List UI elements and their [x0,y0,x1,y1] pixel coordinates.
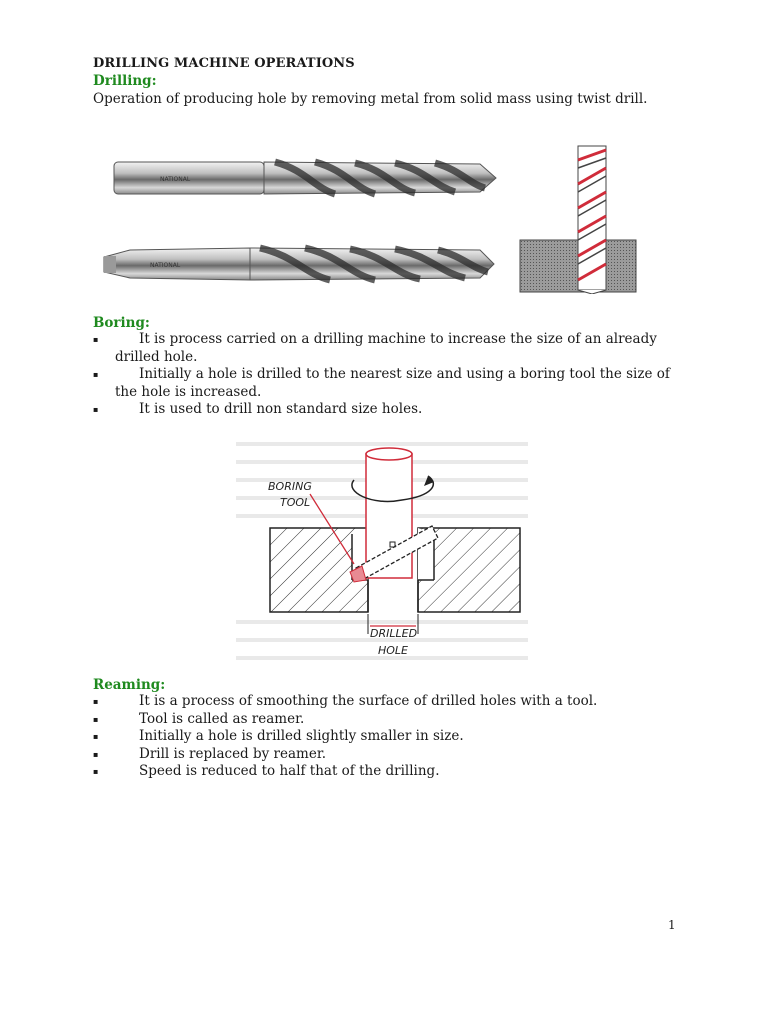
list-item: ▪ Tool is called as reamer. [93,710,305,727]
drill-brand-label-2: NATIONAL [150,262,181,269]
list-item: ▪ Drill is replaced by reamer. [93,745,327,762]
boring-diagram [232,430,532,670]
straight-shank-drill [114,162,496,194]
bullet-icon: ▪ [93,405,99,414]
drilling-description: Operation of producing hole by removing metal from solid mass using twist drill. [93,91,648,107]
document-title: DRILLING MACHINE OPERATIONS [93,56,355,71]
list-item: ▪ It is a process of smoothing the surface of drilled holes with a tool. [93,693,598,709]
bullet-icon: ▪ [93,749,99,759]
boring-list [93,331,683,419]
list-item: ▪ It is process carried on a drilling machine to increase the size of an already drilled hole. [93,331,657,365]
list-item: ▪ Speed is reduced to half that of the drilling. [93,763,440,779]
list-item: ▪ It is used to drill non standard size holes. [93,401,423,417]
drill-brand-label-1: NATIONAL [160,176,191,183]
bullet-icon: ▪ [93,697,99,706]
bullet-icon: ▪ [93,732,99,741]
drilling-heading: Drilling: [93,73,157,89]
bullet-icon: ▪ [93,335,99,344]
drilling-diagram [518,142,638,294]
reaming-heading: Reaming: [93,677,166,693]
boring-heading: Boring: [93,315,150,331]
bullet-icon: ▪ [93,767,99,776]
bullet-icon: ▪ [93,370,99,379]
taper-shank-drill [104,248,494,280]
twist-drills-figure [100,140,500,300]
reaming-list [93,693,683,781]
bullet-icon: ▪ [93,714,99,724]
drilled-hole-label-2: HOLE [378,644,409,657]
page-number: 1 [668,918,676,932]
list-item: ▪ Initially a hole is drilled to the nearest size and using a boring tool the size of the hole is increased. [93,366,670,400]
drilled-hole-label-1: DRILLED [370,627,418,640]
boring-tool-label-2: TOOL [280,496,311,509]
boring-tool-label-1: BORING [268,480,312,493]
list-item: ▪ Initially a hole is drilled slightly smaller in size. [93,728,464,744]
